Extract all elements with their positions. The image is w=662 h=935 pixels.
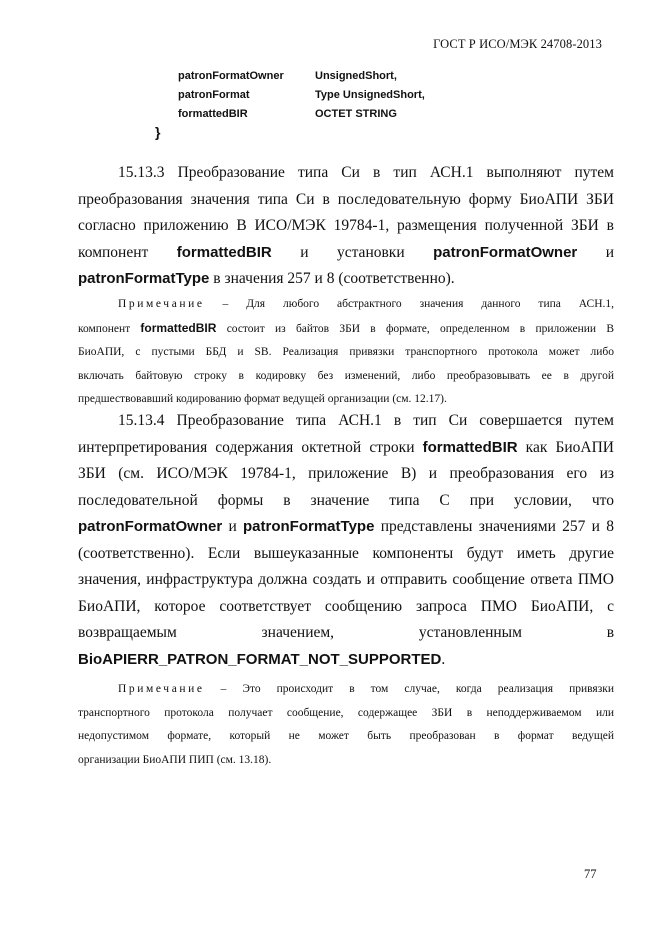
text-line: интерпретирования содержания октетной строки formattedBIR как БиоАПИ bbox=[78, 438, 615, 456]
code-term: patronFormatType bbox=[243, 518, 375, 535]
text-line: компонент formattedBIR и установки patronFormatOwner и bbox=[78, 243, 615, 261]
text-line: 15.13.4 Преобразование типа АСН.1 в тип Си совершается путем bbox=[118, 412, 614, 429]
text-line: BioAPIERR_PATRON_FORMAT_NOT_SUPPORTED. bbox=[78, 650, 446, 668]
code-field-name: formattedBIR bbox=[178, 108, 248, 120]
text-line: patronFormatType в значения 257 и 8 (соответственно). bbox=[78, 270, 455, 287]
paragraph-15-13-4 bbox=[78, 408, 614, 673]
code-field-name: patronFormat bbox=[178, 89, 250, 101]
text-line: (соответственно). Если вышеуказанные компоненты будут иметь другие bbox=[78, 544, 614, 562]
code-field-type: Type UnsignedShort, bbox=[315, 89, 425, 101]
note-label: Примечание bbox=[118, 683, 205, 695]
code-field-name: patronFormatOwner bbox=[178, 70, 284, 82]
page-number: 77 bbox=[584, 867, 597, 881]
note-1: Примечание – Для любого абстрактного значения данного типа АСН.1, компонент formattedBIR состоит из байтов ЗБИ в формате, определенном в приложении В БиоАПИ, с пустыми ББД и SB. Реализация привязки транспортного протокола может либо включать байтовую строку в кодировку без изменений, либо преобразовывать ее в другой предшествовавший кодированию формат ведущей организации (см. 12.17). bbox=[78, 293, 614, 412]
text-line: недопустимом формате, который не может быть преобразован в формат ведущей bbox=[78, 730, 614, 742]
code-term: patronFormatOwner bbox=[78, 518, 223, 535]
document-header: ГОСТ Р ИСО/МЭК 24708-2013 bbox=[433, 37, 602, 51]
text-line: БиоАПИ, с пустыми ББД и SB. Реализация привязки транспортного протокола может либо bbox=[78, 346, 614, 358]
text-line: преобразования значения типа Си в последовательную форму БиоАПИ ЗБИ bbox=[78, 190, 614, 208]
note-label: Примечание bbox=[118, 298, 205, 310]
text-line: последовательной формы в значение типа С при условии, что bbox=[78, 491, 614, 509]
text-line: возвращаемым значением, установленным в bbox=[78, 624, 615, 641]
text-line: БиоАПИ, которое соответствует сообщению запроса ПМО БиоАПИ, с bbox=[78, 597, 614, 615]
code-term: formattedBIR bbox=[176, 243, 272, 261]
paragraph-15-13-3 bbox=[78, 160, 614, 293]
code-term: formattedBIR bbox=[140, 320, 217, 335]
code-close-brace: } bbox=[155, 124, 161, 140]
text-line: 15.13.3 Преобразование типа Си в тип АСН.1 выполняют путем bbox=[118, 164, 614, 181]
text-line: предшествовавший кодированию формат ведущей организации (см. 12.17). bbox=[78, 393, 447, 405]
note-2: Примечание – Это происходит в том случае, когда реализация привязки транспортного протокола получает сообщение, содержащее ЗБИ в неподдерживаемом или недопустимом формате, который не может быть преобразован в формат ведущей организации БиоАПИ ПИП (см. 13.18). bbox=[78, 678, 614, 772]
error-code: BioAPIERR_PATRON_FORMAT_NOT_SUPPORTED bbox=[78, 650, 442, 668]
code-term: patronFormatType bbox=[78, 270, 210, 287]
text-line: ЗБИ (см. ИСО/МЭК 19784-1, приложение В) и преобразования его из bbox=[78, 465, 614, 482]
code-field-type: OCTET STRING bbox=[315, 108, 397, 120]
code-row bbox=[178, 70, 397, 82]
code-row bbox=[178, 108, 397, 120]
code-field-type: UnsignedShort, bbox=[315, 70, 397, 82]
text-line: организации БиоАПИ ПИП (см. 13.18). bbox=[78, 753, 272, 766]
text-line: транспортного протокола получает сообщение, содержащее ЗБИ в неподдерживаемом или bbox=[78, 706, 614, 719]
code-row bbox=[178, 89, 425, 101]
text-line: согласно приложению В ИСО/МЭК 19784-1, размещения полученной ЗБИ в bbox=[78, 217, 614, 234]
code-term: patronFormatOwner bbox=[433, 243, 578, 261]
text-line: patronFormatOwner и patronFormatType представлены значениями 257 и 8 bbox=[78, 518, 614, 535]
text-line: значения, инфраструктура должна создать и отправить сообщение ответа ПМО bbox=[78, 571, 614, 588]
text-line: компонент formattedBIR состоит из байтов ЗБИ в формате, определенном в приложении В bbox=[78, 320, 615, 335]
code-term: formattedBIR bbox=[422, 438, 518, 456]
text-line: включать байтовую строку в кодировку без изменений, либо преобразовывать ее в другой bbox=[78, 369, 614, 382]
